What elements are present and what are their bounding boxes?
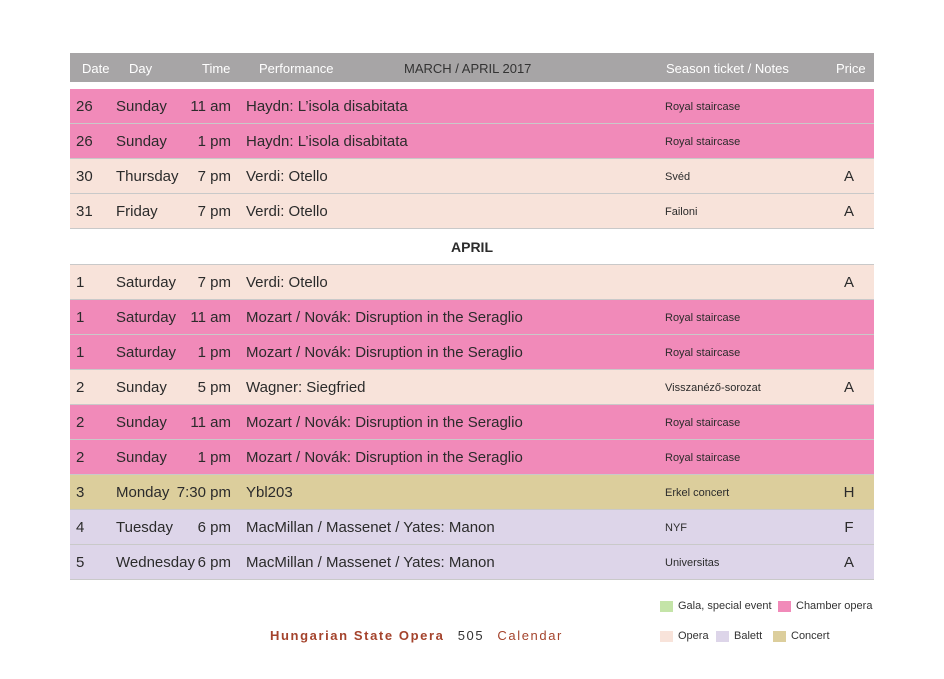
cell-day: Wednesday	[116, 554, 195, 571]
legend-swatch-chamber-opera	[778, 601, 791, 612]
cell-date: 1	[76, 309, 85, 326]
cell-notes: NYF	[665, 522, 687, 534]
table-row	[70, 265, 874, 300]
cell-performance: Wagner: Siegfried	[246, 379, 366, 396]
cell-time: 1 pm	[197, 449, 231, 466]
cell-day: Thursday	[116, 168, 179, 185]
legend-swatch-opera	[660, 631, 673, 642]
header-day: Day	[129, 61, 153, 76]
cell-notes: Svéd	[665, 171, 691, 183]
cell-time: 5 pm	[197, 379, 231, 396]
cell-time: 7 pm	[197, 203, 231, 220]
legend-swatch-balett	[716, 631, 729, 642]
legend-label-concert: Concert	[791, 630, 830, 642]
cell-date: 2	[76, 379, 85, 396]
cell-notes: Royal staircase	[665, 101, 741, 113]
cell-performance: Mozart / Novák: Disruption in the Seraglio	[246, 449, 523, 466]
cell-date: 4	[76, 519, 85, 536]
cell-price: A	[843, 168, 854, 185]
cell-date: 30	[76, 168, 93, 185]
cell-date: 1	[76, 344, 85, 361]
cell-date: 26	[76, 133, 93, 150]
cell-price: F	[844, 519, 854, 536]
cell-time: 7 pm	[197, 274, 231, 291]
cell-time: 1 pm	[197, 133, 231, 150]
cell-day: Sunday	[116, 414, 167, 431]
cell-day: Saturday	[116, 344, 177, 361]
cell-day: Friday	[116, 203, 158, 220]
table-row	[70, 475, 874, 510]
header-date: Date	[82, 61, 110, 76]
table-row	[70, 89, 874, 124]
cell-time: 6 pm	[197, 554, 231, 571]
table-header	[70, 53, 874, 82]
cell-performance: MacMillan / Massenet / Yates: Manon	[246, 554, 495, 571]
cell-date: 31	[76, 203, 93, 220]
cell-day: Sunday	[116, 133, 167, 150]
legend-swatch-gala	[660, 601, 673, 612]
cell-price: A	[843, 379, 854, 396]
cell-time: 11 am	[190, 414, 231, 431]
cell-day: Sunday	[116, 449, 167, 466]
table-row	[70, 545, 874, 580]
cell-day: Sunday	[116, 98, 167, 115]
cell-date: 3	[76, 484, 85, 501]
cell-performance: Ybl203	[246, 484, 293, 501]
header-notes: Season ticket / Notes	[666, 61, 789, 76]
cell-performance: Verdi: Otello	[246, 203, 328, 220]
legend	[660, 600, 880, 644]
cell-date: 1	[76, 274, 85, 291]
table-row	[70, 510, 874, 545]
cell-date: 2	[76, 414, 85, 431]
cell-notes: Royal staircase	[665, 452, 741, 464]
table-row	[70, 370, 874, 405]
legend-label-gala: Gala, special event	[678, 600, 772, 612]
cell-notes: Visszanéző-sorozat	[665, 382, 761, 394]
legend-label-chamber-opera: Chamber opera	[796, 600, 873, 612]
cell-notes: Failoni	[665, 206, 698, 218]
cell-date: 5	[76, 554, 85, 571]
cell-time: 7:30 pm	[176, 484, 231, 501]
month-heading-april: APRIL	[70, 229, 874, 265]
cell-time: 6 pm	[197, 519, 231, 536]
cell-performance: Verdi: Otello	[246, 168, 328, 185]
table-row	[70, 124, 874, 159]
footer-page-number: 505	[457, 628, 485, 643]
header-title: MARCH / APRIL 2017	[404, 61, 532, 76]
cell-notes: Royal staircase	[665, 312, 741, 324]
cell-notes: Royal staircase	[665, 417, 741, 429]
header-performance: Performance	[259, 61, 334, 76]
cell-price: A	[843, 203, 854, 220]
table-row	[70, 159, 874, 194]
cell-notes: Erkel concert	[665, 487, 730, 499]
cell-day: Saturday	[116, 274, 177, 291]
cell-price: A	[843, 554, 854, 571]
april-rows	[70, 265, 874, 580]
cell-performance: MacMillan / Massenet / Yates: Manon	[246, 519, 495, 536]
cell-time: 1 pm	[197, 344, 231, 361]
cell-price: A	[843, 274, 854, 291]
cell-price: H	[843, 484, 855, 501]
legend-swatch-concert	[773, 631, 786, 642]
cell-notes: Universitas	[665, 557, 720, 569]
cell-day: Tuesday	[116, 519, 173, 536]
table-row	[70, 300, 874, 335]
footer-section: Calendar	[497, 628, 563, 643]
cell-time: 11 am	[190, 98, 231, 115]
cell-date: 2	[76, 449, 85, 466]
table-row	[70, 440, 874, 475]
cell-notes: Royal staircase	[665, 347, 741, 359]
cell-day: Monday	[116, 484, 170, 501]
cell-performance: Haydn: L’isola disabitata	[246, 133, 408, 150]
legend-label-opera: Opera	[678, 630, 709, 642]
cell-performance: Haydn: L’isola disabitata	[246, 98, 408, 115]
cell-day: Saturday	[116, 309, 177, 326]
footer-publisher: Hungarian State Opera	[270, 628, 445, 643]
table-row	[70, 335, 874, 370]
march-rows	[70, 89, 874, 229]
legend-label-balett: Balett	[734, 630, 763, 642]
table-row	[70, 194, 874, 229]
header-price: Price	[836, 61, 866, 76]
page-footer	[270, 628, 563, 643]
header-time: Time	[202, 61, 231, 76]
cell-performance: Mozart / Novák: Disruption in the Seraglio	[246, 309, 523, 326]
table-row	[70, 405, 874, 440]
cell-performance: Mozart / Novák: Disruption in the Seraglio	[246, 414, 523, 431]
cell-time: 7 pm	[197, 168, 231, 185]
cell-date: 26	[76, 98, 93, 115]
cell-time: 11 am	[190, 309, 231, 326]
cell-day: Sunday	[116, 379, 167, 396]
cell-performance: Verdi: Otello	[246, 274, 328, 291]
schedule-table	[70, 53, 874, 580]
cell-performance: Mozart / Novák: Disruption in the Seraglio	[246, 344, 523, 361]
cell-notes: Royal staircase	[665, 136, 741, 148]
